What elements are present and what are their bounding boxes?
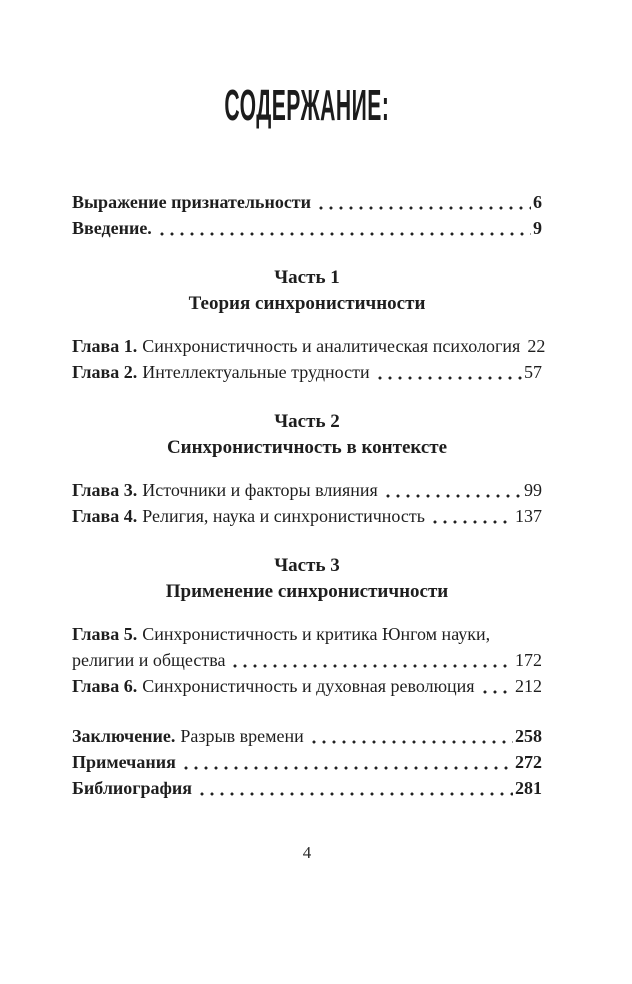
chapter-label: Глава 4. (72, 506, 138, 526)
toc-entry (72, 749, 542, 775)
toc-entry (72, 477, 542, 503)
toc-entry (72, 333, 546, 359)
part-subheading: Применение синхронистичности (165, 581, 449, 602)
dot-leader (430, 520, 513, 524)
toc-entry-page: 281 (515, 778, 542, 798)
chapter-label: Глава 6. (72, 676, 138, 696)
chapter-title: Синхронистичность и аналитическая психология (142, 336, 521, 356)
toc-entry-page: 258 (515, 726, 542, 746)
toc-entry-title: Разрыв времени (180, 726, 304, 746)
toc-entry (72, 673, 542, 699)
toc-entry (72, 775, 542, 801)
part-heading: Часть 2 (274, 411, 340, 432)
toc-entry-page: 6 (533, 192, 542, 212)
part-subheading: Синхронистичность в контексте (166, 437, 448, 458)
toc-entry-page: 212 (515, 676, 542, 696)
part-subheading: Теория синхронистичности (188, 293, 426, 314)
page-number: 4 (302, 843, 312, 862)
part-heading-block (72, 409, 542, 461)
part-heading: Часть 3 (274, 555, 340, 576)
toc-entry-page: 99 (524, 480, 542, 500)
page-title-text: СОДЕРЖАНИЕ: (224, 81, 390, 130)
dot-leader (480, 690, 513, 694)
toc-entry (72, 723, 542, 749)
dot-leader (230, 664, 513, 668)
chapter-title: Интеллектуальные трудности (142, 362, 370, 382)
part-heading-block (72, 553, 542, 605)
toc-entry (72, 621, 542, 647)
toc-entry-continuation (72, 647, 542, 673)
toc-part-section (72, 333, 546, 385)
toc-entry (72, 189, 542, 215)
toc-entry-page: 272 (515, 752, 542, 772)
toc-entry-page: 9 (533, 218, 542, 238)
page-content (0, 81, 632, 866)
page-title (72, 81, 542, 130)
toc-entry-label: Заключение. (72, 726, 176, 746)
toc-back-section (72, 723, 542, 801)
chapter-label: Глава 5. (72, 624, 138, 644)
toc-entry-page: 57 (524, 362, 542, 382)
dot-leader (383, 494, 522, 498)
dot-leader (375, 376, 522, 380)
chapter-label: Глава 1. (72, 336, 138, 356)
dot-leader (316, 206, 531, 210)
toc-entry-page: 172 (515, 650, 542, 670)
toc-entry-page: 22 (527, 336, 546, 356)
toc-entry (72, 503, 542, 529)
chapter-label: Глава 3. (72, 480, 138, 500)
dot-leader (181, 766, 513, 770)
chapter-title: Синхронистичность и критика Юнгом науки, (142, 624, 491, 644)
chapter-title: Религия, наука и синхронистичность (142, 506, 425, 526)
part-heading: Часть 1 (274, 267, 340, 288)
chapter-title-line2: религии и общества (72, 650, 226, 670)
toc-front-section (72, 189, 542, 241)
toc-entry (72, 215, 542, 241)
part-heading-block (72, 265, 542, 317)
toc-entry-page: 137 (515, 506, 542, 526)
toc-entry-label: Примечания (72, 752, 176, 772)
toc-part-section (72, 477, 542, 529)
dot-leader (157, 232, 531, 236)
toc-entry-label: Выражение признательности (72, 192, 312, 212)
toc-entry-label: Библиография (72, 778, 193, 798)
book-page (0, 81, 632, 984)
chapter-title: Источники и факторы влияния (142, 480, 378, 500)
toc-entry-label: Введение. (72, 218, 152, 238)
toc-part-section (72, 621, 542, 699)
dot-leader (309, 740, 513, 744)
dot-leader (197, 792, 513, 796)
chapter-label: Глава 2. (72, 362, 138, 382)
chapter-title: Синхронистичность и духовная революция (142, 676, 475, 696)
toc-entry (72, 359, 542, 385)
